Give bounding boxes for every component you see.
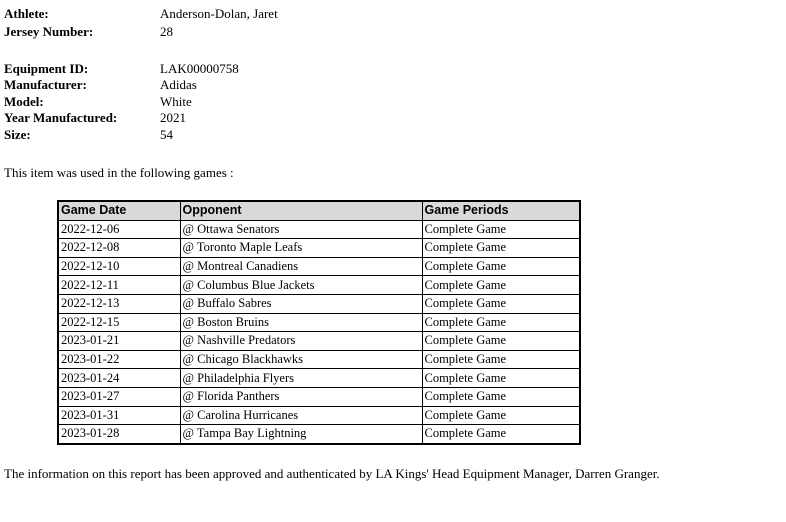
- games-table: [57, 200, 581, 445]
- table-row: [58, 257, 580, 276]
- game-date-cell: 2022-12-06: [58, 220, 180, 239]
- table-row: [58, 406, 580, 425]
- intro-text: This item was used in the following games :: [4, 165, 234, 180]
- opponent-cell: @ Carolina Hurricanes: [180, 406, 422, 425]
- game-date-cell: 2023-01-28: [58, 425, 180, 444]
- table-row: [58, 369, 580, 388]
- game-date-cell: 2022-12-15: [58, 313, 180, 332]
- game-date-cell: 2023-01-27: [58, 387, 180, 406]
- opponent-cell: @ Tampa Bay Lightning: [180, 425, 422, 444]
- header-opponent: Opponent: [180, 201, 422, 220]
- game-periods-cell: Complete Game: [422, 257, 580, 276]
- equipment-id-value: LAK00000758: [160, 61, 239, 76]
- opponent-cell: @ Florida Panthers: [180, 387, 422, 406]
- model-label: Model:: [4, 94, 44, 109]
- opponent-cell: @ Columbus Blue Jackets: [180, 276, 422, 295]
- game-periods-cell: Complete Game: [422, 350, 580, 369]
- table-row: [58, 239, 580, 258]
- table-row: [58, 276, 580, 295]
- opponent-cell: @ Nashville Predators: [180, 332, 422, 351]
- game-date-cell: 2023-01-22: [58, 350, 180, 369]
- game-date-cell: 2023-01-21: [58, 332, 180, 351]
- games-table-header-row: [58, 201, 580, 220]
- jersey-value: 28: [160, 24, 173, 39]
- opponent-cell: @ Chicago Blackhawks: [180, 350, 422, 369]
- game-periods-cell: Complete Game: [422, 425, 580, 444]
- game-date-cell: 2023-01-24: [58, 369, 180, 388]
- table-row: [58, 332, 580, 351]
- size-value: 54: [160, 127, 173, 142]
- table-row: [58, 313, 580, 332]
- game-date-cell: 2023-01-31: [58, 406, 180, 425]
- table-row: [58, 387, 580, 406]
- athlete-label: Athlete:: [4, 6, 49, 21]
- game-periods-cell: Complete Game: [422, 276, 580, 295]
- game-periods-cell: Complete Game: [422, 406, 580, 425]
- game-periods-cell: Complete Game: [422, 239, 580, 258]
- table-row: [58, 220, 580, 239]
- size-label: Size:: [4, 127, 31, 142]
- opponent-cell: @ Philadelphia Flyers: [180, 369, 422, 388]
- opponent-cell: @ Toronto Maple Leafs: [180, 239, 422, 258]
- equipment-id-label: Equipment ID:: [4, 61, 89, 76]
- game-periods-cell: Complete Game: [422, 220, 580, 239]
- game-periods-cell: Complete Game: [422, 313, 580, 332]
- manufacturer-label: Manufacturer:: [4, 77, 87, 92]
- opponent-cell: @ Buffalo Sabres: [180, 294, 422, 313]
- game-periods-cell: Complete Game: [422, 369, 580, 388]
- athlete-value: Anderson-Dolan, Jaret: [160, 6, 278, 21]
- game-periods-cell: Complete Game: [422, 387, 580, 406]
- table-row: [58, 294, 580, 313]
- footer-text: The information on this report has been approved and authenticated by LA Kings' Head Equipment Manager, Darren Granger.: [4, 466, 660, 481]
- game-date-cell: 2022-12-13: [58, 294, 180, 313]
- year-value: 2021: [160, 110, 186, 125]
- header-game-periods: Game Periods: [422, 201, 580, 220]
- game-periods-cell: Complete Game: [422, 332, 580, 351]
- game-date-cell: 2022-12-11: [58, 276, 180, 295]
- model-value: White: [160, 94, 192, 109]
- manufacturer-value: Adidas: [160, 77, 197, 92]
- table-row: [58, 425, 580, 444]
- game-periods-cell: Complete Game: [422, 294, 580, 313]
- jersey-label: Jersey Number:: [4, 24, 94, 39]
- year-label: Year Manufactured:: [4, 110, 118, 125]
- header-game-date: Game Date: [58, 201, 180, 220]
- game-date-cell: 2022-12-10: [58, 257, 180, 276]
- table-row: [58, 350, 580, 369]
- opponent-cell: @ Boston Bruins: [180, 313, 422, 332]
- game-date-cell: 2022-12-08: [58, 239, 180, 258]
- opponent-cell: @ Montreal Canadiens: [180, 257, 422, 276]
- opponent-cell: @ Ottawa Senators: [180, 220, 422, 239]
